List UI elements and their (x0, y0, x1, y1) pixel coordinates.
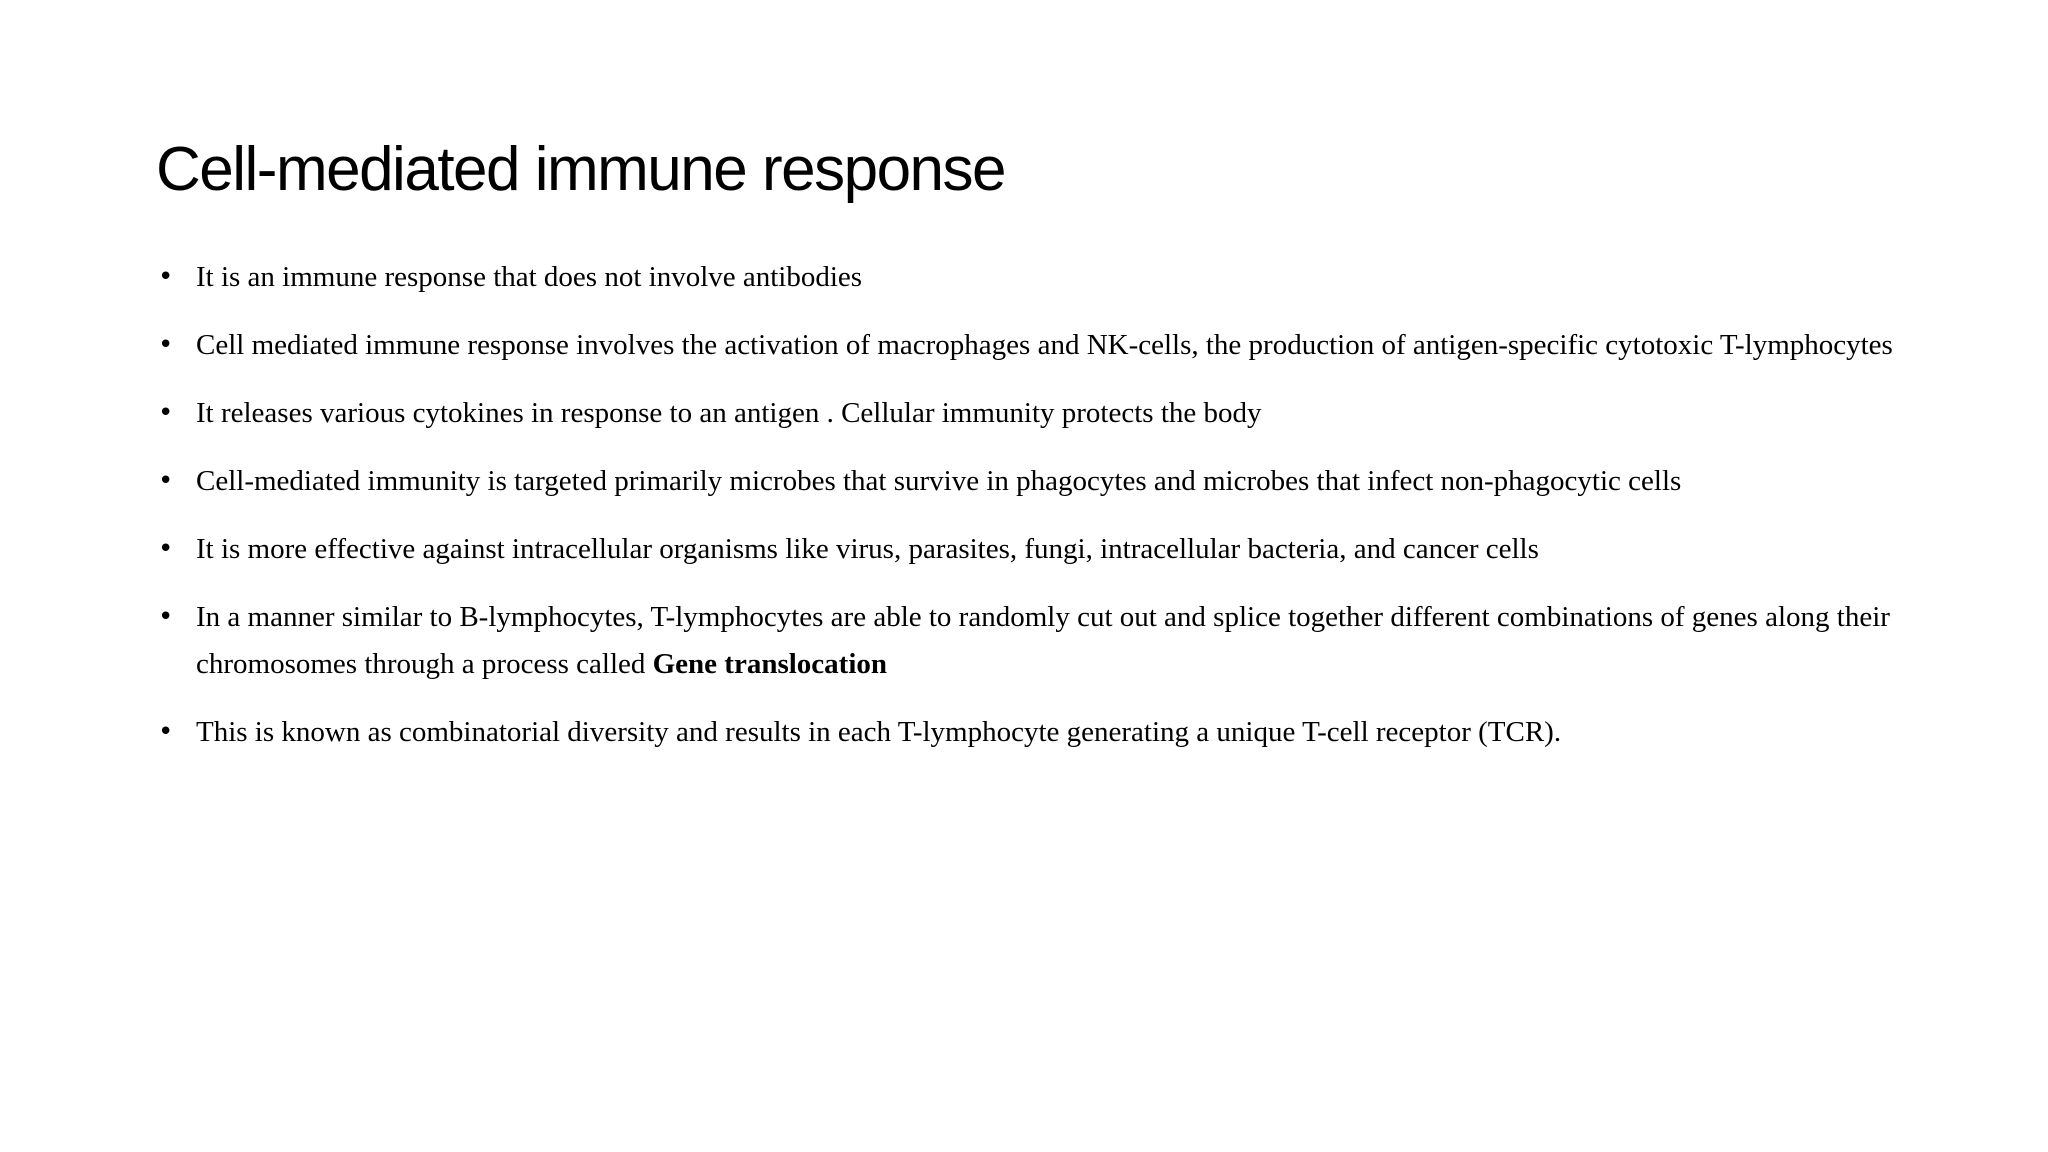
bullet-list (156, 254, 1916, 777)
bullet-text: It is an immune response that does not involve antibodies (196, 261, 863, 293)
bullet-dot-icon: • (158, 330, 174, 360)
slide-title: Cell-mediated immune response (156, 135, 1006, 204)
bullet-item (156, 594, 1916, 688)
bullet-text: In a manner similar to B-lymphocytes, T-lymphocytes are able to randomly cut out and splice together different combinations of genes along their chromosomes through a process called (196, 601, 1890, 680)
bullet-item (156, 322, 1916, 369)
bullet-text: This is known as combinatorial diversity and results in each T-lymphocyte generating a unique T-cell receptor (TCR). (196, 716, 1562, 748)
bullet-item (156, 390, 1916, 437)
bullet-text: It releases various cytokines in response to an antigen . Cellular immunity protects the body (196, 397, 1262, 429)
bullet-text: Cell mediated immune response involves the activation of macrophages and NK-cells, the production of antigen-specific cytotoxic T-lymphocytes (196, 329, 1893, 361)
bullet-item (156, 709, 1916, 756)
bullet-item (156, 526, 1916, 573)
bullet-dot-icon: • (158, 717, 174, 747)
bullet-text: Cell-mediated immunity is targeted primarily microbes that survive in phagocytes and microbes that infect non-phagocytic cells (196, 465, 1682, 497)
bullet-dot-icon: • (158, 602, 174, 632)
bullet-dot-icon: • (158, 262, 174, 292)
bullet-item (156, 458, 1916, 505)
bullet-dot-icon: • (158, 398, 174, 428)
bullet-dot-icon: • (158, 466, 174, 496)
bullet-item (156, 254, 1916, 301)
bullet-text: It is more effective against intracellular organisms like virus, parasites, fungi, intracellular bacteria, and cancer cells (196, 533, 1539, 565)
bullet-dot-icon: • (158, 534, 174, 564)
bold-term: Gene translocation (652, 648, 888, 680)
